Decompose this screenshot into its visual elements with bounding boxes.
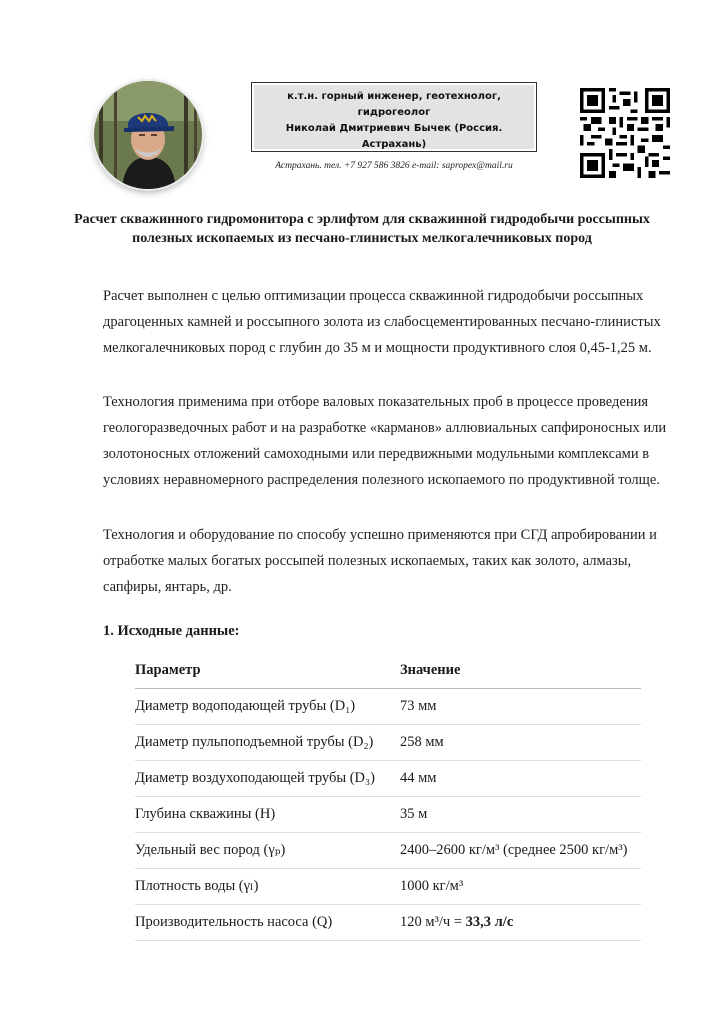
value-highlight: 33,3 л/с [465,914,514,930]
column-header-value: Значение [400,653,641,689]
column-header-parameter: Параметр [135,653,400,689]
author-name: Николай Дмитриевич Бычек (Россия. Астрахань) [285,123,503,150]
author-contacts: Астрахань. тел. +7 927 586 3826 e-mail: sapropex@mail.ru [275,161,513,171]
document-title: Расчет скважинного гидромонитора с эрлифтом для скважинной гидродобычи россыпных полезных ископаемых из песчано-глинистых мелкогалечниковых пород [74,212,650,246]
author-info-box [251,82,537,171]
qr-code-icon [580,88,670,178]
value-cell: 258 мм [400,725,641,761]
table-header-row [135,653,641,689]
author-photo [94,81,202,189]
parameter-cell: Глубина скважины (H) [135,797,400,833]
intro-paragraph: Расчет выполнен с целью оптимизации процесса скважинной гидродобычи россыпных драгоценных камней и россыпного золота из слабосцементированных песчано-глинистых мелкогалечниковых пород с глубин до 35 м и мощности продуктивного слоя 0,45-1,25 м. [103,288,661,356]
table-row [135,797,641,833]
value-cell: 73 мм [400,689,641,725]
parameter-cell: Плотность воды (γₗ) [135,869,400,905]
table-row [135,869,641,905]
table-row [135,761,641,797]
parameter-cell: Удельный вес пород (γₚ) [135,833,400,869]
author-credentials: к.т.н. горный инженер, геотехнолог, гидрогеолог [287,91,501,118]
table-row [135,833,641,869]
usage-paragraph: Технология и оборудование по способу успешно применяются при СГД апробировании и отработке малых богатых россыпей полезных ископаемых, таких как золото, алмазы, сапфиры, янтарь, др. [103,527,657,595]
section-title: 1. Исходные данные: [103,623,240,639]
value-cell [400,905,641,941]
table-row [135,689,641,725]
value-cell: 35 м [400,797,641,833]
value-text: 120 м³/ч = [400,914,466,930]
input-data-table [135,653,641,941]
table-row [135,725,641,761]
value-cell: 44 мм [400,761,641,797]
parameter-cell: Диаметр воздухоподающей трубы (D₃) [135,761,400,797]
applicability-paragraph: Технология применима при отборе валовых показательных проб в процессе проведения геологоразведочных работ и на разработке «карманов» аллювиальных сапфироносных или золотоносных отложений самоходными или передвижными модульными комплексами в условиях неравномерного распределения полезного ископаемого по продуктивной толще. [103,394,667,488]
parameter-cell: Диаметр водоподающей трубы (D₁) [135,689,400,725]
parameter-cell: Диаметр пульпоподъемной трубы (D₂) [135,725,400,761]
table-row [135,905,641,941]
value-cell: 1000 кг/м³ [400,869,641,905]
value-cell: 2400–2600 кг/м³ (среднее 2500 кг/м³) [400,833,641,869]
parameter-cell: Производительность насоса (Q) [135,905,400,941]
